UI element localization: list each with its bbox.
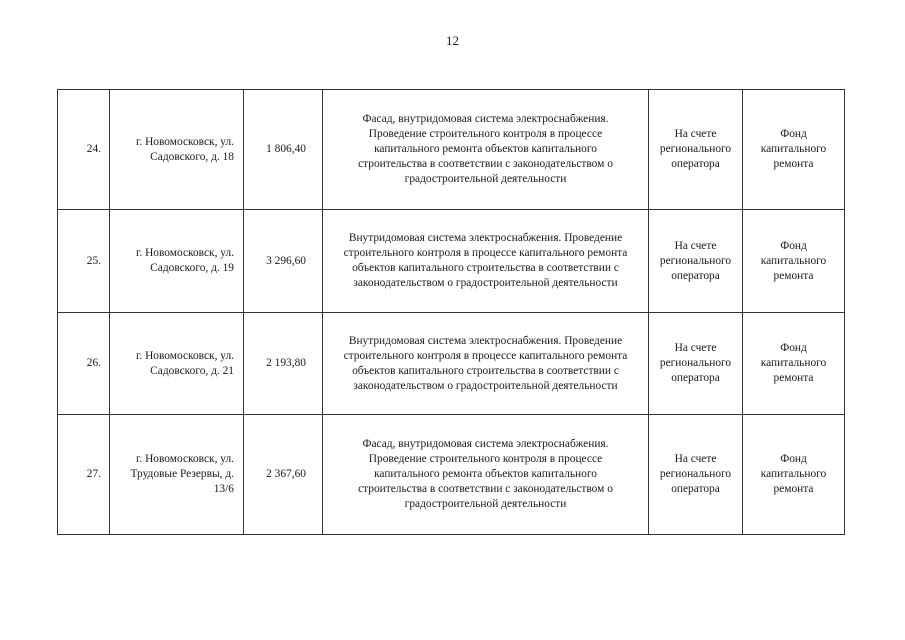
row-number: 25. <box>58 210 110 313</box>
works-cell: Фасад, внутридомовая система электроснабжения. Проведение строительного контроля в процессе капитального ремонта объектов капитального строительства в соответствии с законодательством о градостроительной деятельности <box>323 415 649 535</box>
works-cell: Фасад, внутридомовая система электроснабжения. Проведение строительного контроля в процессе капитального ремонта объектов капитального строительства в соответствии с законодательством о градостроительной деятельности <box>323 90 649 210</box>
funding-source-cell: Фонд капитального ремонта <box>743 415 845 535</box>
area-cell: 3 296,60 <box>244 210 323 313</box>
works-cell: Внутридомовая система электроснабжения. Проведение строительного контроля в процессе капитального ремонта объектов капитального строительства в соответствии с законодательством о градостроительной деятельности <box>323 210 649 313</box>
account-cell: На счете регионального оператора <box>649 415 743 535</box>
table-row <box>58 313 845 415</box>
works-cell: Внутридомовая система электроснабжения. Проведение строительного контроля в процессе капитального ремонта объектов капитального строительства в соответствии с законодательством о градостроительной деятельности <box>323 313 649 415</box>
area-cell: 1 806,40 <box>244 90 323 210</box>
address-cell: г. Новомосковск, ул. Садовского, д. 19 <box>110 210 244 313</box>
row-number: 26. <box>58 313 110 415</box>
account-cell: На счете регионального оператора <box>649 313 743 415</box>
funding-source-cell: Фонд капитального ремонта <box>743 90 845 210</box>
table-row <box>58 415 845 535</box>
address-cell: г. Новомосковск, ул. Садовского, д. 21 <box>110 313 244 415</box>
address-cell: г. Новомосковск, ул. Садовского, д. 18 <box>110 90 244 210</box>
account-cell: На счете регионального оператора <box>649 90 743 210</box>
row-number: 24. <box>58 90 110 210</box>
table-row <box>58 210 845 313</box>
area-cell: 2 193,80 <box>244 313 323 415</box>
table-row <box>58 90 845 210</box>
funding-source-cell: Фонд капитального ремонта <box>743 210 845 313</box>
works-table <box>57 89 845 535</box>
area-cell: 2 367,60 <box>244 415 323 535</box>
account-cell: На счете регионального оператора <box>649 210 743 313</box>
address-cell: г. Новомосковск, ул. Трудовые Резервы, д. 13/6 <box>110 415 244 535</box>
row-number: 27. <box>58 415 110 535</box>
page-number: 12 <box>446 33 459 48</box>
funding-source-cell: Фонд капитального ремонта <box>743 313 845 415</box>
